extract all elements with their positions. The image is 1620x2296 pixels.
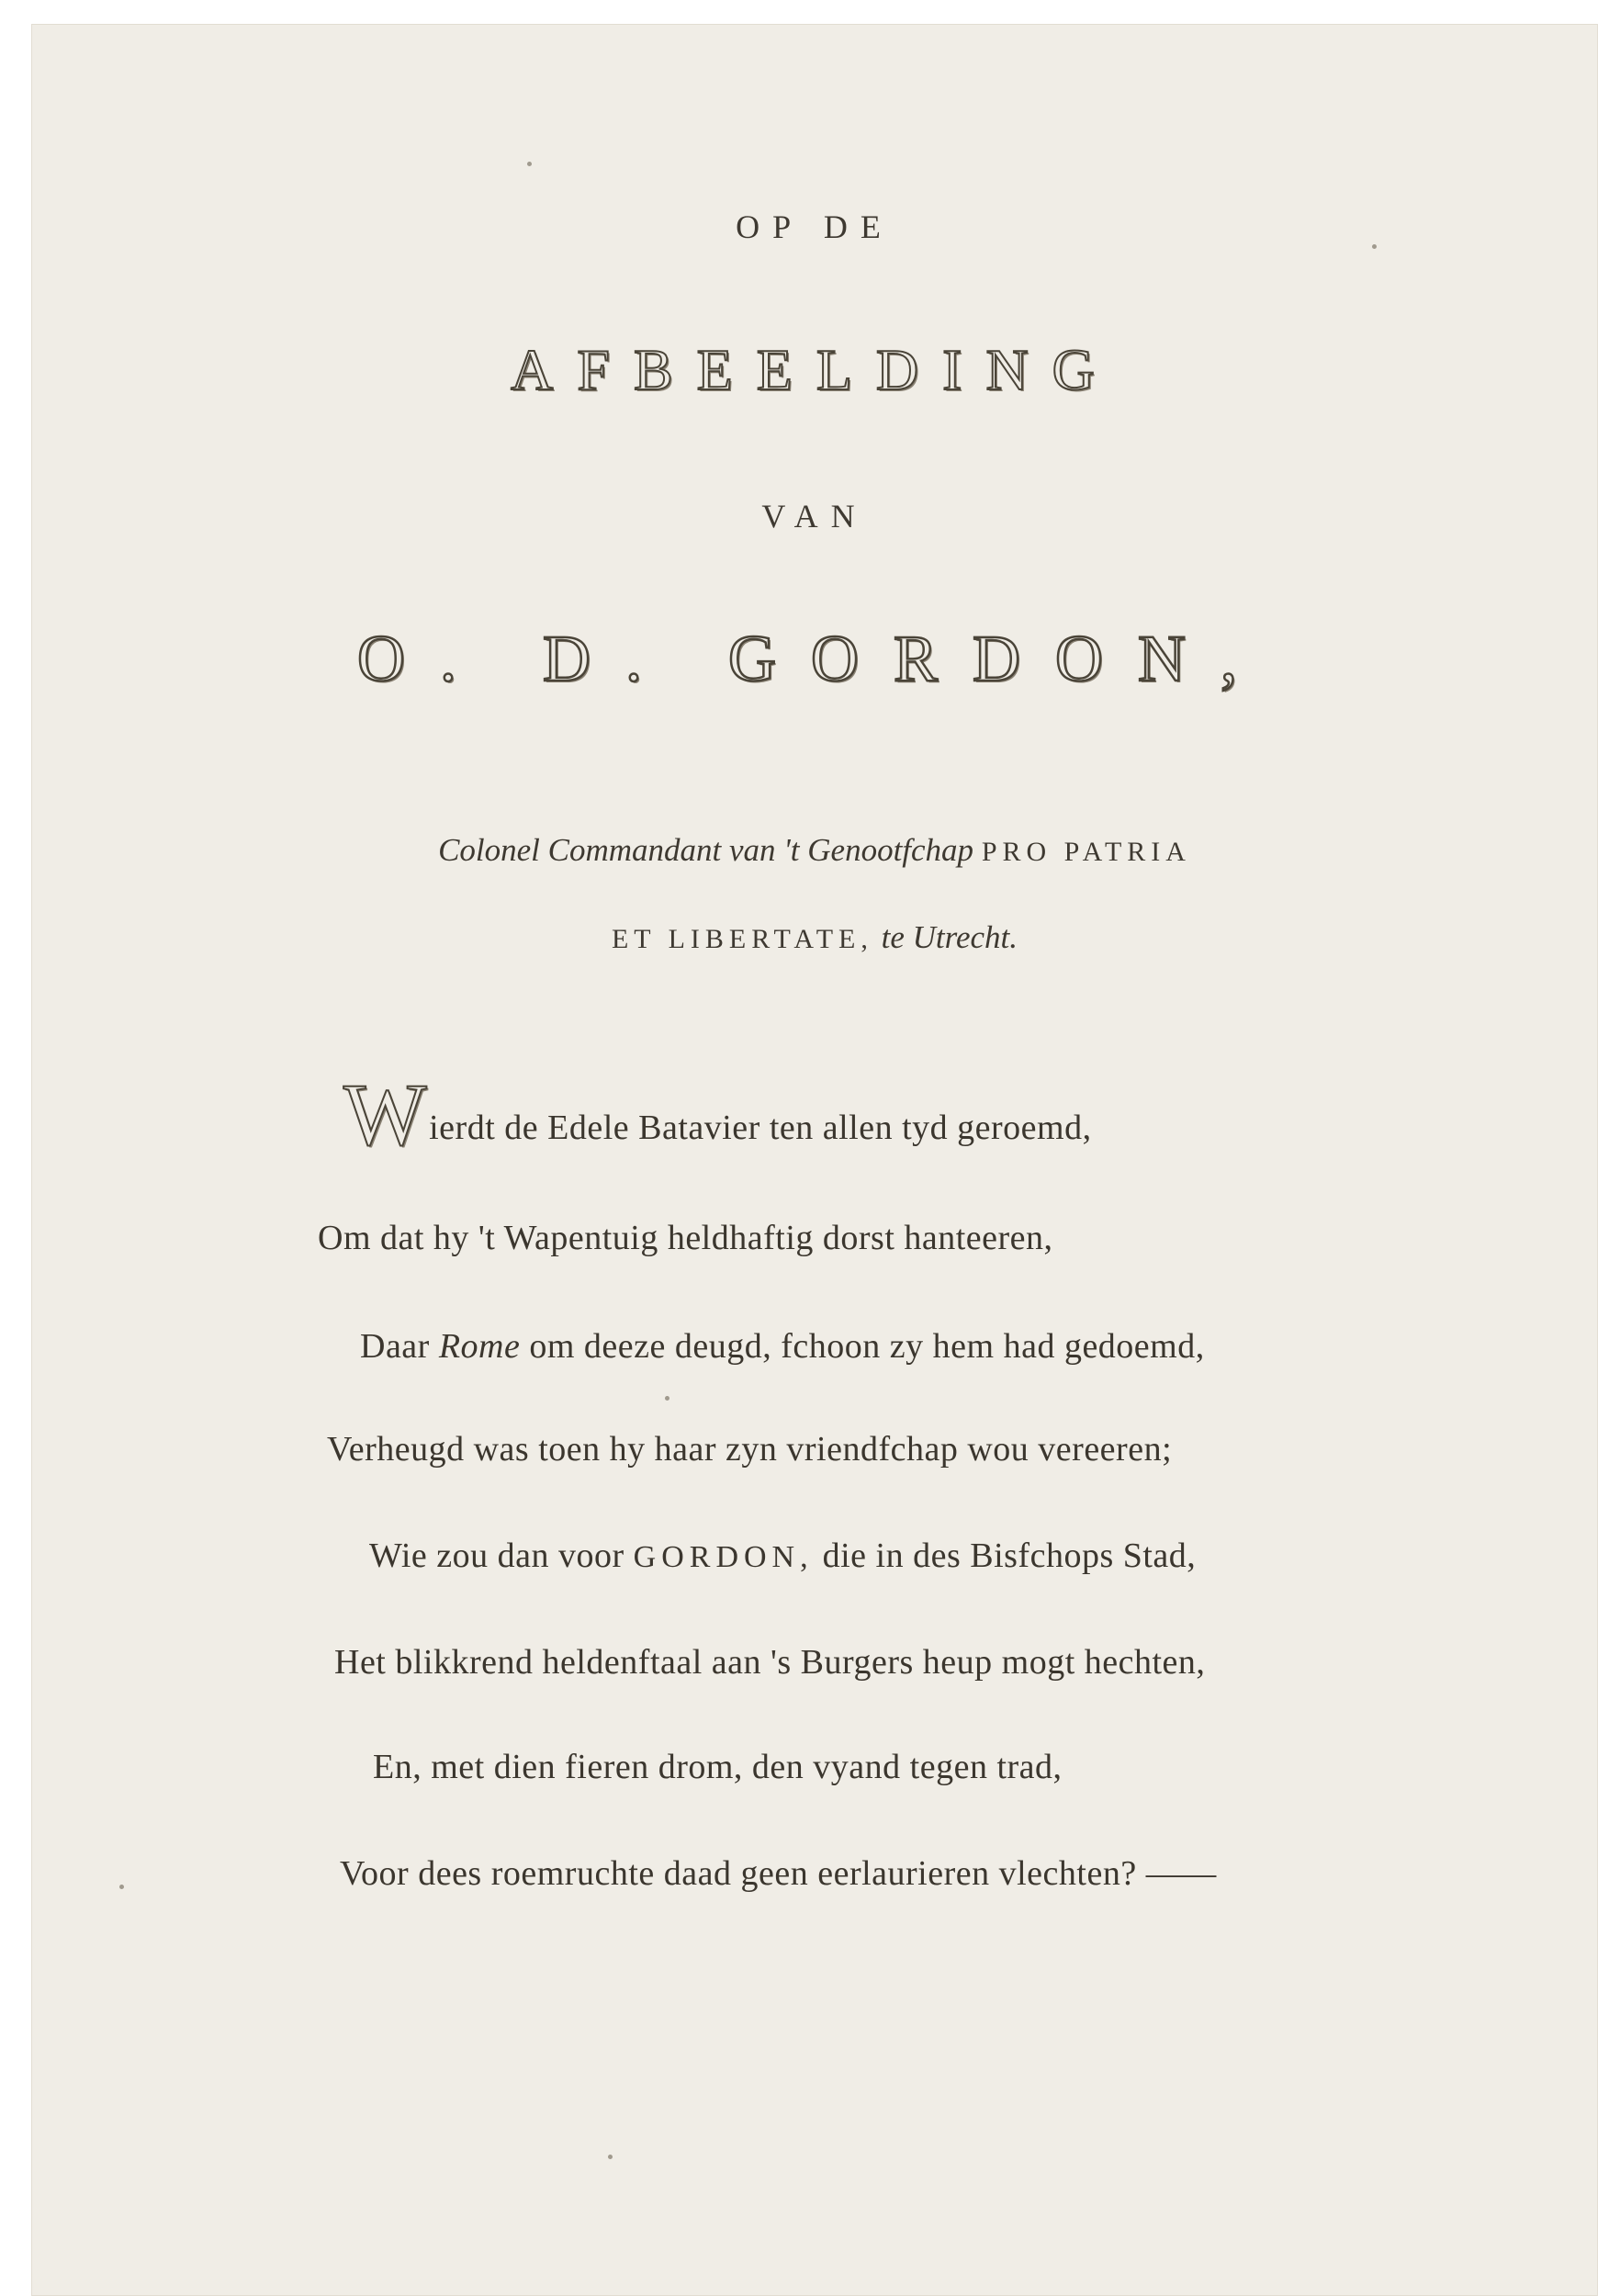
poem-line-7: En, met dien fieren drom, den vyand tegen trad, xyxy=(373,1748,1063,1786)
poem-line-5-pre: Wie zou dan voor xyxy=(369,1536,624,1575)
subtitle-caps-2: ET LIBERTATE, xyxy=(611,924,873,954)
paper-speck xyxy=(1372,244,1377,249)
heading-van: VAN xyxy=(761,498,868,535)
paper-speck xyxy=(119,1885,124,1889)
paper-speck xyxy=(608,2155,613,2159)
poem-line-3-italic: Rome xyxy=(438,1327,521,1366)
subtitle-italic-2: te Utrecht. xyxy=(881,919,1018,955)
printed-page xyxy=(31,24,1598,2296)
subtitle-line-1 xyxy=(31,832,1598,869)
heading-gordon: O. D. GORDON, xyxy=(357,622,1272,695)
heading-op-de: OP DE xyxy=(736,208,894,245)
poem-line-1 xyxy=(343,1065,1092,1164)
poem-line-3 xyxy=(360,1326,1205,1367)
poem-line-5 xyxy=(369,1536,1196,1576)
poem-line-1-text: ierdt de Edele Batavier ten allen tyd geroemd, xyxy=(429,1109,1092,1147)
subtitle-line-2 xyxy=(31,919,1598,956)
poem-line-5-caps: GORDON, xyxy=(633,1540,814,1574)
paper-speck xyxy=(665,1396,669,1401)
poem-line-5-post: die in des Bisfchops Stad, xyxy=(822,1536,1197,1575)
paper-speck xyxy=(527,162,532,166)
poem-line-2: Om dat hy 't Wapentuig heldhaftig dorst hanteeren, xyxy=(318,1219,1053,1257)
poem-line-8: Voor dees roemruchte daad geen eerlaurieren vlechten? —— xyxy=(340,1854,1217,1893)
drop-cap: W xyxy=(343,1065,428,1164)
poem-line-6: Het blikkrend heldenftaal aan 's Burgers heup mogt hechten, xyxy=(334,1643,1206,1682)
subtitle-italic: Colonel Commandant van 't Genootfchap xyxy=(438,832,974,868)
heading-afbeelding: AFBEELDING xyxy=(511,337,1119,402)
subtitle-caps: PRO PATRIA xyxy=(981,837,1191,867)
poem-line-4: Verheugd was toen hy haar zyn vriendfchap wou vereeren; xyxy=(327,1430,1173,1469)
poem-line-3-post: om deeze deugd, fchoon zy hem had gedoemd, xyxy=(529,1327,1205,1366)
poem-line-3-pre: Daar xyxy=(360,1327,430,1366)
